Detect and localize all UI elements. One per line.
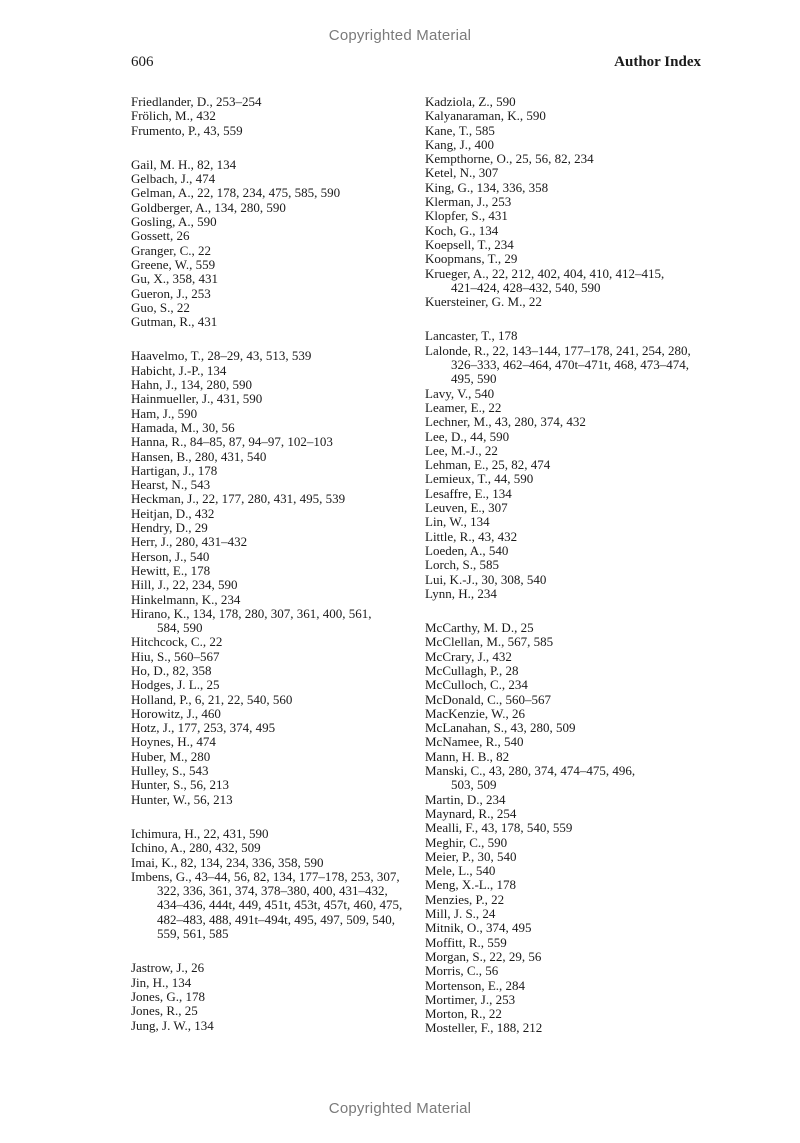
index-entry-text: Lynn, H., 234	[425, 585, 497, 601]
index-entry	[131, 721, 416, 735]
index-entry	[131, 272, 416, 286]
index-entry	[425, 635, 725, 649]
index-entry	[425, 267, 725, 296]
watermark-top: Copyrighted Material	[328, 27, 472, 44]
index-entry-text: Ichino, A., 280, 432, 509	[131, 840, 261, 856]
index-entry-text: Imbens, G., 43–44, 56, 82, 134, 177–178, 253, 307,	[131, 868, 400, 884]
index-entry	[425, 530, 725, 544]
index-entry	[131, 450, 416, 464]
index-entry-text: Lemieux, T., 44, 590	[425, 471, 534, 487]
index-entry-text: Heckman, J., 22, 177, 280, 431, 495, 539	[131, 491, 346, 507]
index-entry-text: Mosteller, F., 188, 212	[425, 1020, 543, 1036]
index-entry-text: Hamada, M., 30, 56	[131, 419, 235, 435]
index-entry	[131, 435, 416, 449]
index-entry-text: Gutman, R., 431	[131, 314, 218, 330]
index-entry	[131, 750, 416, 764]
index-entry-text: Jin, H., 134	[131, 974, 192, 990]
index-entry-continuation: 584, 590	[157, 620, 203, 636]
index-entry-text: McCarthy, M. D., 25	[425, 620, 534, 636]
index-entry	[425, 807, 725, 821]
index-entry-text: Hanna, R., 84–85, 87, 94–97, 102–103	[131, 434, 333, 450]
index-entry-text: Lavy, V., 540	[425, 385, 495, 401]
index-entry	[425, 964, 725, 978]
index-entry	[131, 1004, 416, 1018]
index-entry	[425, 344, 725, 387]
index-entry-text: Meier, P., 30, 540	[425, 848, 517, 864]
index-entry-text: Hahn, J., 134, 280, 590	[131, 377, 252, 393]
index-entry-text: Kempthorne, O., 25, 56, 82, 234	[425, 151, 594, 167]
index-entry	[425, 124, 725, 138]
index-entry	[425, 587, 725, 601]
index-entry-text: Moffitt, R., 559	[425, 934, 507, 950]
index-entry	[131, 301, 416, 315]
index-entry-text: Greene, W., 559	[131, 256, 216, 272]
index-entry	[425, 764, 725, 793]
index-entry-text: MacKenzie, W., 26	[425, 705, 526, 721]
index-entry-continuation: 482–483, 488, 491t–494t, 495, 497, 509, 540,	[157, 911, 395, 927]
index-entry-text: McCrary, J., 432	[425, 648, 512, 664]
index-entry	[425, 295, 725, 309]
index-entry-text: Jung, J. W., 134	[131, 1017, 214, 1033]
index-entry	[425, 401, 725, 415]
index-entry-text: Hulley, S., 543	[131, 763, 209, 779]
index-entry	[425, 95, 725, 109]
index-entry	[131, 364, 416, 378]
index-entry-text: Hiu, S., 560–567	[131, 648, 220, 664]
index-entry-text: Jastrow, J., 26	[131, 960, 205, 976]
index-entry-continuation: 326–333, 462–464, 470t–471t, 468, 473–474,	[451, 357, 689, 373]
index-entry	[425, 750, 725, 764]
index-entry	[425, 472, 725, 486]
index-entry-text: Gosling, A., 590	[131, 214, 217, 230]
index-entry-text: Huber, M., 280	[131, 748, 211, 764]
index-entry	[131, 870, 416, 941]
index-entry-text: Habicht, J.-P., 134	[131, 362, 227, 378]
index-entry-text: Hansen, B., 280, 431, 540	[131, 448, 267, 464]
index-entry-text: Hendry, D., 29	[131, 520, 208, 536]
index-entry	[131, 961, 416, 975]
index-entry-text: Martin, D., 234	[425, 791, 506, 807]
index-entry-text: Hill, J., 22, 234, 590	[131, 577, 238, 593]
index-entry-text: Imai, K., 82, 134, 234, 336, 358, 590	[131, 854, 324, 870]
index-entry	[425, 950, 725, 964]
running-head-title: Author Index	[614, 54, 701, 70]
index-entry	[425, 329, 725, 343]
index-entry-text: Lalonde, R., 22, 143–144, 177–178, 241, 254, 280,	[425, 342, 691, 358]
index-entry-text: Leamer, E., 22	[425, 399, 502, 415]
index-entry-text: Jones, G., 178	[131, 988, 206, 1004]
index-entry-text: McCullagh, P., 28	[425, 662, 519, 678]
index-entry	[131, 664, 416, 678]
index-entry-text: McClellan, M., 567, 585	[425, 634, 554, 650]
index-entry-continuation: 495, 590	[451, 371, 497, 387]
index-entry-text: Lehman, E., 25, 82, 474	[425, 457, 551, 473]
index-entry	[425, 109, 725, 123]
index-entry	[131, 287, 416, 301]
index-entry	[131, 315, 416, 329]
index-entry-text: Ho, D., 82, 358	[131, 662, 212, 678]
index-entry	[425, 430, 725, 444]
index-entry	[425, 650, 725, 664]
index-entry	[131, 186, 416, 200]
index-entry	[425, 238, 725, 252]
index-entry-text: Hunter, W., 56, 213	[131, 791, 233, 807]
index-entry-text: Haavelmo, T., 28–29, 43, 513, 539	[131, 348, 312, 364]
index-entry-text: Koopmans, T., 29	[425, 251, 518, 267]
index-entry	[131, 172, 416, 186]
index-entry-text: Heitjan, D., 432	[131, 505, 215, 521]
index-entry	[131, 158, 416, 172]
index-entry	[425, 558, 725, 572]
index-entry-text: Koepsell, T., 234	[425, 236, 514, 252]
index-entry	[425, 907, 725, 921]
index-entry	[131, 607, 416, 636]
index-entry-text: Gail, M. H., 82, 134	[131, 156, 237, 172]
index-entry-text: Herr, J., 280, 431–432	[131, 534, 248, 550]
index-entry-text: McDonald, C., 560–567	[425, 691, 552, 707]
index-entry	[425, 821, 725, 835]
index-entry	[131, 421, 416, 435]
index-column-left	[131, 95, 416, 1053]
index-entry	[425, 707, 725, 721]
index-entry	[131, 378, 416, 392]
index-entry-text: Manski, C., 43, 280, 374, 474–475, 496,	[425, 763, 636, 779]
index-entry	[425, 936, 725, 950]
index-entry-text: Hodges, J. L., 25	[131, 677, 220, 693]
index-entry	[425, 893, 725, 907]
index-entry	[425, 664, 725, 678]
index-entry	[131, 258, 416, 272]
index-entry	[131, 109, 416, 123]
index-entry	[425, 209, 725, 223]
index-entry-text: Little, R., 43, 432	[425, 528, 518, 544]
index-entry-text: Ichimura, H., 22, 431, 590	[131, 825, 269, 841]
index-entry	[131, 215, 416, 229]
index-entry-text: Jones, R., 25	[131, 1003, 198, 1019]
index-entry-text: Morris, C., 56	[425, 963, 499, 979]
index-entry-text: Ham, J., 590	[131, 405, 198, 421]
index-entry-text: Lorch, S., 585	[425, 557, 500, 573]
index-entry	[425, 387, 725, 401]
index-entry	[425, 138, 725, 152]
index-entry	[425, 544, 725, 558]
index-entry-text: Koch, G., 134	[425, 222, 499, 238]
index-entry	[425, 878, 725, 892]
index-entry-text: Gelman, A., 22, 178, 234, 475, 585, 590	[131, 185, 341, 201]
index-entry	[131, 735, 416, 749]
watermark-bottom: Copyrighted Material	[328, 1100, 472, 1117]
index-letter-group	[131, 158, 416, 330]
index-entry-text: Friedlander, D., 253–254	[131, 94, 262, 109]
index-entry-continuation: 322, 336, 361, 374, 378–380, 400, 431–432,	[157, 883, 388, 899]
index-entry-text: Lechner, M., 43, 280, 374, 432	[425, 414, 586, 430]
page-number: 606	[131, 54, 154, 70]
index-entry-text: Mele, L., 540	[425, 863, 496, 879]
index-entry-text: Meng, X.-L., 178	[425, 877, 516, 893]
index-entry	[425, 836, 725, 850]
index-entry-text: Frölich, M., 432	[131, 108, 216, 124]
index-entry-text: Lancaster, T., 178	[425, 328, 518, 344]
index-entry-text: Hainmueller, J., 431, 590	[131, 391, 263, 407]
index-entry-text: Klopfer, S., 431	[425, 208, 508, 224]
index-entry	[425, 444, 725, 458]
index-entry-text: Holland, P., 6, 21, 22, 540, 560	[131, 691, 293, 707]
index-entry	[425, 181, 725, 195]
index-entry-continuation: 503, 509	[451, 777, 497, 793]
index-entry	[131, 841, 416, 855]
index-entry-text: Guo, S., 22	[131, 299, 190, 315]
index-entry	[425, 1021, 725, 1035]
index-entry-text: Lui, K.-J., 30, 308, 540	[425, 571, 547, 587]
index-entry-text: Gueron, J., 253	[131, 285, 211, 301]
index-entry-text: Lee, D., 44, 590	[425, 428, 510, 444]
index-entry-text: Hoynes, H., 474	[131, 734, 216, 750]
index-entry	[131, 778, 416, 792]
index-entry	[425, 850, 725, 864]
index-letter-group	[131, 827, 416, 941]
index-letter-group	[425, 329, 725, 601]
index-entry-text: Gu, X., 358, 431	[131, 271, 219, 287]
index-entry-text: Mortimer, J., 253	[425, 991, 516, 1007]
index-entry-text: Klerman, J., 253	[425, 194, 512, 210]
index-entry	[131, 764, 416, 778]
index-entry-text: Loeden, A., 540	[425, 542, 509, 558]
index-entry	[131, 635, 416, 649]
index-entry-text: Kadziola, Z., 590	[425, 94, 516, 109]
index-entry	[131, 492, 416, 506]
index-entry-text: Goldberger, A., 134, 280, 590	[131, 199, 286, 215]
index-entry-text: Mitnik, O., 374, 495	[425, 920, 532, 936]
index-entry	[425, 678, 725, 692]
index-entry-text: Hirano, K., 134, 178, 280, 307, 361, 400, 561,	[131, 605, 372, 621]
index-entry-text: Leuven, E., 307	[425, 500, 508, 516]
index-entry-continuation: 421–424, 428–432, 540, 590	[451, 279, 601, 295]
index-entry-continuation: 559, 561, 585	[157, 926, 229, 942]
index-entry-text: Lesaffre, E., 134	[425, 485, 512, 501]
index-entry-text: Hewitt, E., 178	[131, 562, 211, 578]
index-entry	[425, 458, 725, 472]
index-entry-text: King, G., 134, 336, 358	[425, 179, 549, 195]
index-entry	[131, 793, 416, 807]
index-entry-text: Hartigan, J., 178	[131, 462, 218, 478]
index-entry-text: Kuersteiner, G. M., 22	[425, 294, 542, 310]
index-entry-text: Frumento, P., 43, 559	[131, 122, 243, 138]
index-entry	[425, 864, 725, 878]
index-entry-text: Morgan, S., 22, 29, 56	[425, 948, 542, 964]
index-entry	[131, 535, 416, 549]
index-entry-text: Gelbach, J., 474	[131, 171, 216, 187]
index-entry-text: Hearst, N., 543	[131, 477, 211, 493]
index-entry-text: Ketel, N., 307	[425, 165, 499, 181]
index-entry	[425, 501, 725, 515]
index-entry	[131, 407, 416, 421]
index-entry	[131, 521, 416, 535]
index-letter-group	[131, 349, 416, 807]
index-letter-group	[425, 621, 725, 1036]
index-entry	[425, 415, 725, 429]
index-entry	[425, 735, 725, 749]
index-entry	[425, 979, 725, 993]
index-entry	[131, 349, 416, 363]
index-entry-text: Kalyanaraman, K., 590	[425, 108, 546, 124]
index-entry	[425, 224, 725, 238]
index-entry	[425, 793, 725, 807]
index-entry-text: Menzies, P., 22	[425, 891, 505, 907]
index-entry	[425, 152, 725, 166]
index-entry-text: Lee, M.-J., 22	[425, 442, 498, 458]
index-entry-text: Maynard, R., 254	[425, 805, 517, 821]
index-entry	[131, 1019, 416, 1033]
index-entry-text: Meghir, C., 590	[425, 834, 508, 850]
index-entry	[131, 976, 416, 990]
index-entry	[131, 678, 416, 692]
index-entry	[425, 515, 725, 529]
index-entry	[131, 593, 416, 607]
index-entry	[131, 124, 416, 138]
index-entry	[131, 856, 416, 870]
index-entry-text: Morton, R., 22	[425, 1006, 502, 1022]
index-entry	[131, 95, 416, 109]
index-entry-text: Hotz, J., 177, 253, 374, 495	[131, 720, 276, 736]
index-entry-text: Mann, H. B., 82	[425, 748, 510, 764]
index-letter-group	[425, 95, 725, 309]
index-entry	[131, 478, 416, 492]
index-entry	[131, 392, 416, 406]
index-entry	[131, 229, 416, 243]
index-entry	[131, 990, 416, 1004]
index-entry-text: McNamee, R., 540	[425, 734, 524, 750]
index-entry	[131, 507, 416, 521]
index-entry	[425, 621, 725, 635]
index-entry-text: Gossett, 26	[131, 228, 190, 244]
index-entry	[425, 166, 725, 180]
index-entry	[131, 578, 416, 592]
index-entry	[131, 550, 416, 564]
index-entry	[425, 993, 725, 1007]
index-entry-continuation: 434–436, 444t, 449, 451t, 453t, 457t, 460, 475,	[157, 897, 403, 913]
index-entry-text: Mealli, F., 43, 178, 540, 559	[425, 820, 573, 836]
index-entry	[425, 921, 725, 935]
index-entry	[425, 252, 725, 266]
index-entry-text: Mill, J. S., 24	[425, 906, 496, 922]
index-entry-text: Kang, J., 400	[425, 136, 494, 152]
index-letter-group	[131, 961, 416, 1032]
index-entry-text: McCulloch, C., 234	[425, 677, 528, 693]
index-entry	[131, 464, 416, 478]
index-entry-text: Krueger, A., 22, 212, 402, 404, 410, 412–415,	[425, 265, 665, 281]
index-entry	[425, 573, 725, 587]
index-entry-text: McLanahan, S., 43, 280, 509	[425, 720, 576, 736]
index-entry-text: Hitchcock, C., 22	[131, 634, 223, 650]
index-entry-text: Granger, C., 22	[131, 242, 211, 258]
index-entry	[425, 721, 725, 735]
index-entry	[131, 201, 416, 215]
index-letter-group	[131, 95, 416, 138]
index-entry	[425, 195, 725, 209]
index-entry	[131, 693, 416, 707]
index-entry-text: Hinkelmann, K., 234	[131, 591, 241, 607]
index-entry-text: Kane, T., 585	[425, 122, 495, 138]
index-entry	[425, 693, 725, 707]
index-entry-text: Hunter, S., 56, 213	[131, 777, 230, 793]
index-entry-text: Mortenson, E., 284	[425, 977, 526, 993]
index-entry-text: Lin, W., 134	[425, 514, 490, 530]
index-entry	[425, 1007, 725, 1021]
index-entry-text: Horowitz, J., 460	[131, 705, 221, 721]
index-entry	[425, 487, 725, 501]
index-entry	[131, 827, 416, 841]
index-entry	[131, 564, 416, 578]
index-column-right	[425, 95, 725, 1056]
index-entry	[131, 244, 416, 258]
index-entry	[131, 650, 416, 664]
index-entry	[131, 707, 416, 721]
index-entry-text: Herson, J., 540	[131, 548, 210, 564]
